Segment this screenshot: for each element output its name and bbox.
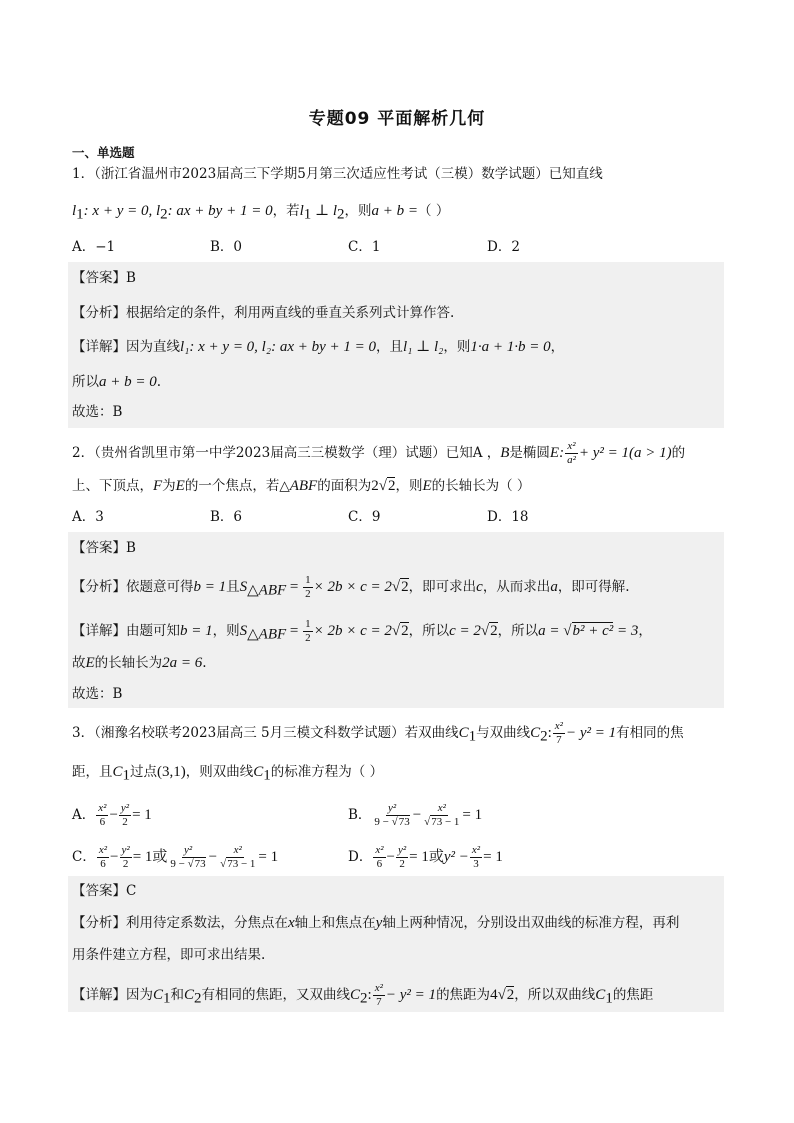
q3-stem-line1: 3．（湘豫名校联考2023届高三 5月三模文科数学试题）若双曲线$C_1$与双曲线$C_2$: $\frac{\text{x²}}{7}$ − y² = 1有相同的焦 [72,720,684,746]
q2-stem-line1: 2．（贵州省凯里市第一中学2023届高三三模数学（理）试题）已知A ，B是椭圆E: $\frac{\text{x²}}{\text{a²}}$ + y² = 1(a > 1)的 [72,440,686,466]
q1-analysis: 【分析】根据给定的条件，利用两直线的垂直关系列式计算作答. [72,305,455,321]
q1-option-c: C．1 [348,239,381,255]
q2-option-c: C．9 [348,509,381,525]
q1-choose: 故选：B [72,404,123,420]
q3-option-d: D． $\frac{\text{x²}}{6}$ − $\frac{\text{y²}}{2}$ = 1或y² − $\frac{\text{x²}}{3}$ = 1 [348,844,503,870]
q2-answer: 【答案】B [72,540,136,556]
q2-stem-line2: 上、下顶点，F为E的一个焦点，若△ABF的面积为2√2，则E的长轴长为（ ） [72,478,531,494]
q1-detail: 【详解】因为直线l₁: x + y = 0, l₂: ax + by + 1 = 0，且l₁ ⊥ l₂，则1·a + 1·b = 0， [72,339,565,355]
q3-analysis-line2: 用条件建立方程，即可求出结果. [72,947,266,963]
q3-detail: 【详解】因为$C_1$和$C_2$有相同的焦距，又双曲线$C_2$: $\frac{\text{x²}}{7}$ − y² = 1的焦距为4√2，所以双曲线$C_1$的焦距 [72,982,654,1008]
q1-option-a: A．−1 [72,239,116,255]
q2-analysis: 【分析】依题意可得b = 1且$S_{\triangle ABF}$ = $\frac{1}{2}$ × 2b × c = 2√2，即可求出c，从而求出a，即可得解. [72,574,630,600]
q3-analysis-line1: 【分析】利用待定系数法，分焦点在x轴上和焦点在y轴上两种情况，分别设出双曲线的标准方程，再利 [72,915,680,931]
q1-option-b: B．0 [210,239,243,255]
q2-option-d: D．18 [487,509,529,525]
q3-answer: 【答案】C [72,883,137,899]
q3-option-a: A． $\frac{\text{x²}}{6}$ − $\frac{\text{y²}}{2}$ = 1 [72,802,152,828]
q1-stem-line2: $l_1$: x + y = 0, $l_2$: ax + by + 1 = 0，若$l_1$ ⊥ $l_2$，则a + b =（ ） [72,203,450,223]
q3-option-c: C． $\frac{\text{x²}}{6}$ − $\frac{\text{y²}}{2}$ = 1或 $\frac{\text{y²}}{9 - √73}$ − $\frac{\text{x²}}{√73 - 1}$ = 1 [72,844,279,870]
q2-choose: 故选：B [72,686,123,702]
q2-detail: 【详解】由题可知b = 1，则$S_{\triangle ABF}$ = $\frac{1}{2}$ × 2b × c = 2√2，所以c = 2√2，所以a = √b² + c² = 3， [72,618,652,644]
section-heading: 一、单选题 [72,145,135,160]
q2-option-a: A．3 [72,509,104,525]
page-title: 专题09 平面解析几何 [308,109,486,129]
q2-option-b: B．6 [210,509,243,525]
q3-stem-line2: 距，且$C_1$过点(3,1)，则双曲线$C_1$的标准方程为（ ） [72,764,384,784]
q2-conclusion: 故E的长轴长为2a = 6. [72,655,207,671]
q1-stem-line1: 1．（浙江省温州市2023届高三下学期5月第三次适应性考试（三模）数学试题）已知直线 [72,166,603,182]
q1-option-d: D．2 [487,239,520,255]
q3-option-b: B． $\frac{\text{y²}}{9 - √73}$ − $\frac{\text{x²}}{√73 - 1}$ = 1 [348,802,483,828]
q1-conclusion: 所以a + b = 0. [72,374,162,390]
q1-answer: 【答案】B [72,270,136,286]
